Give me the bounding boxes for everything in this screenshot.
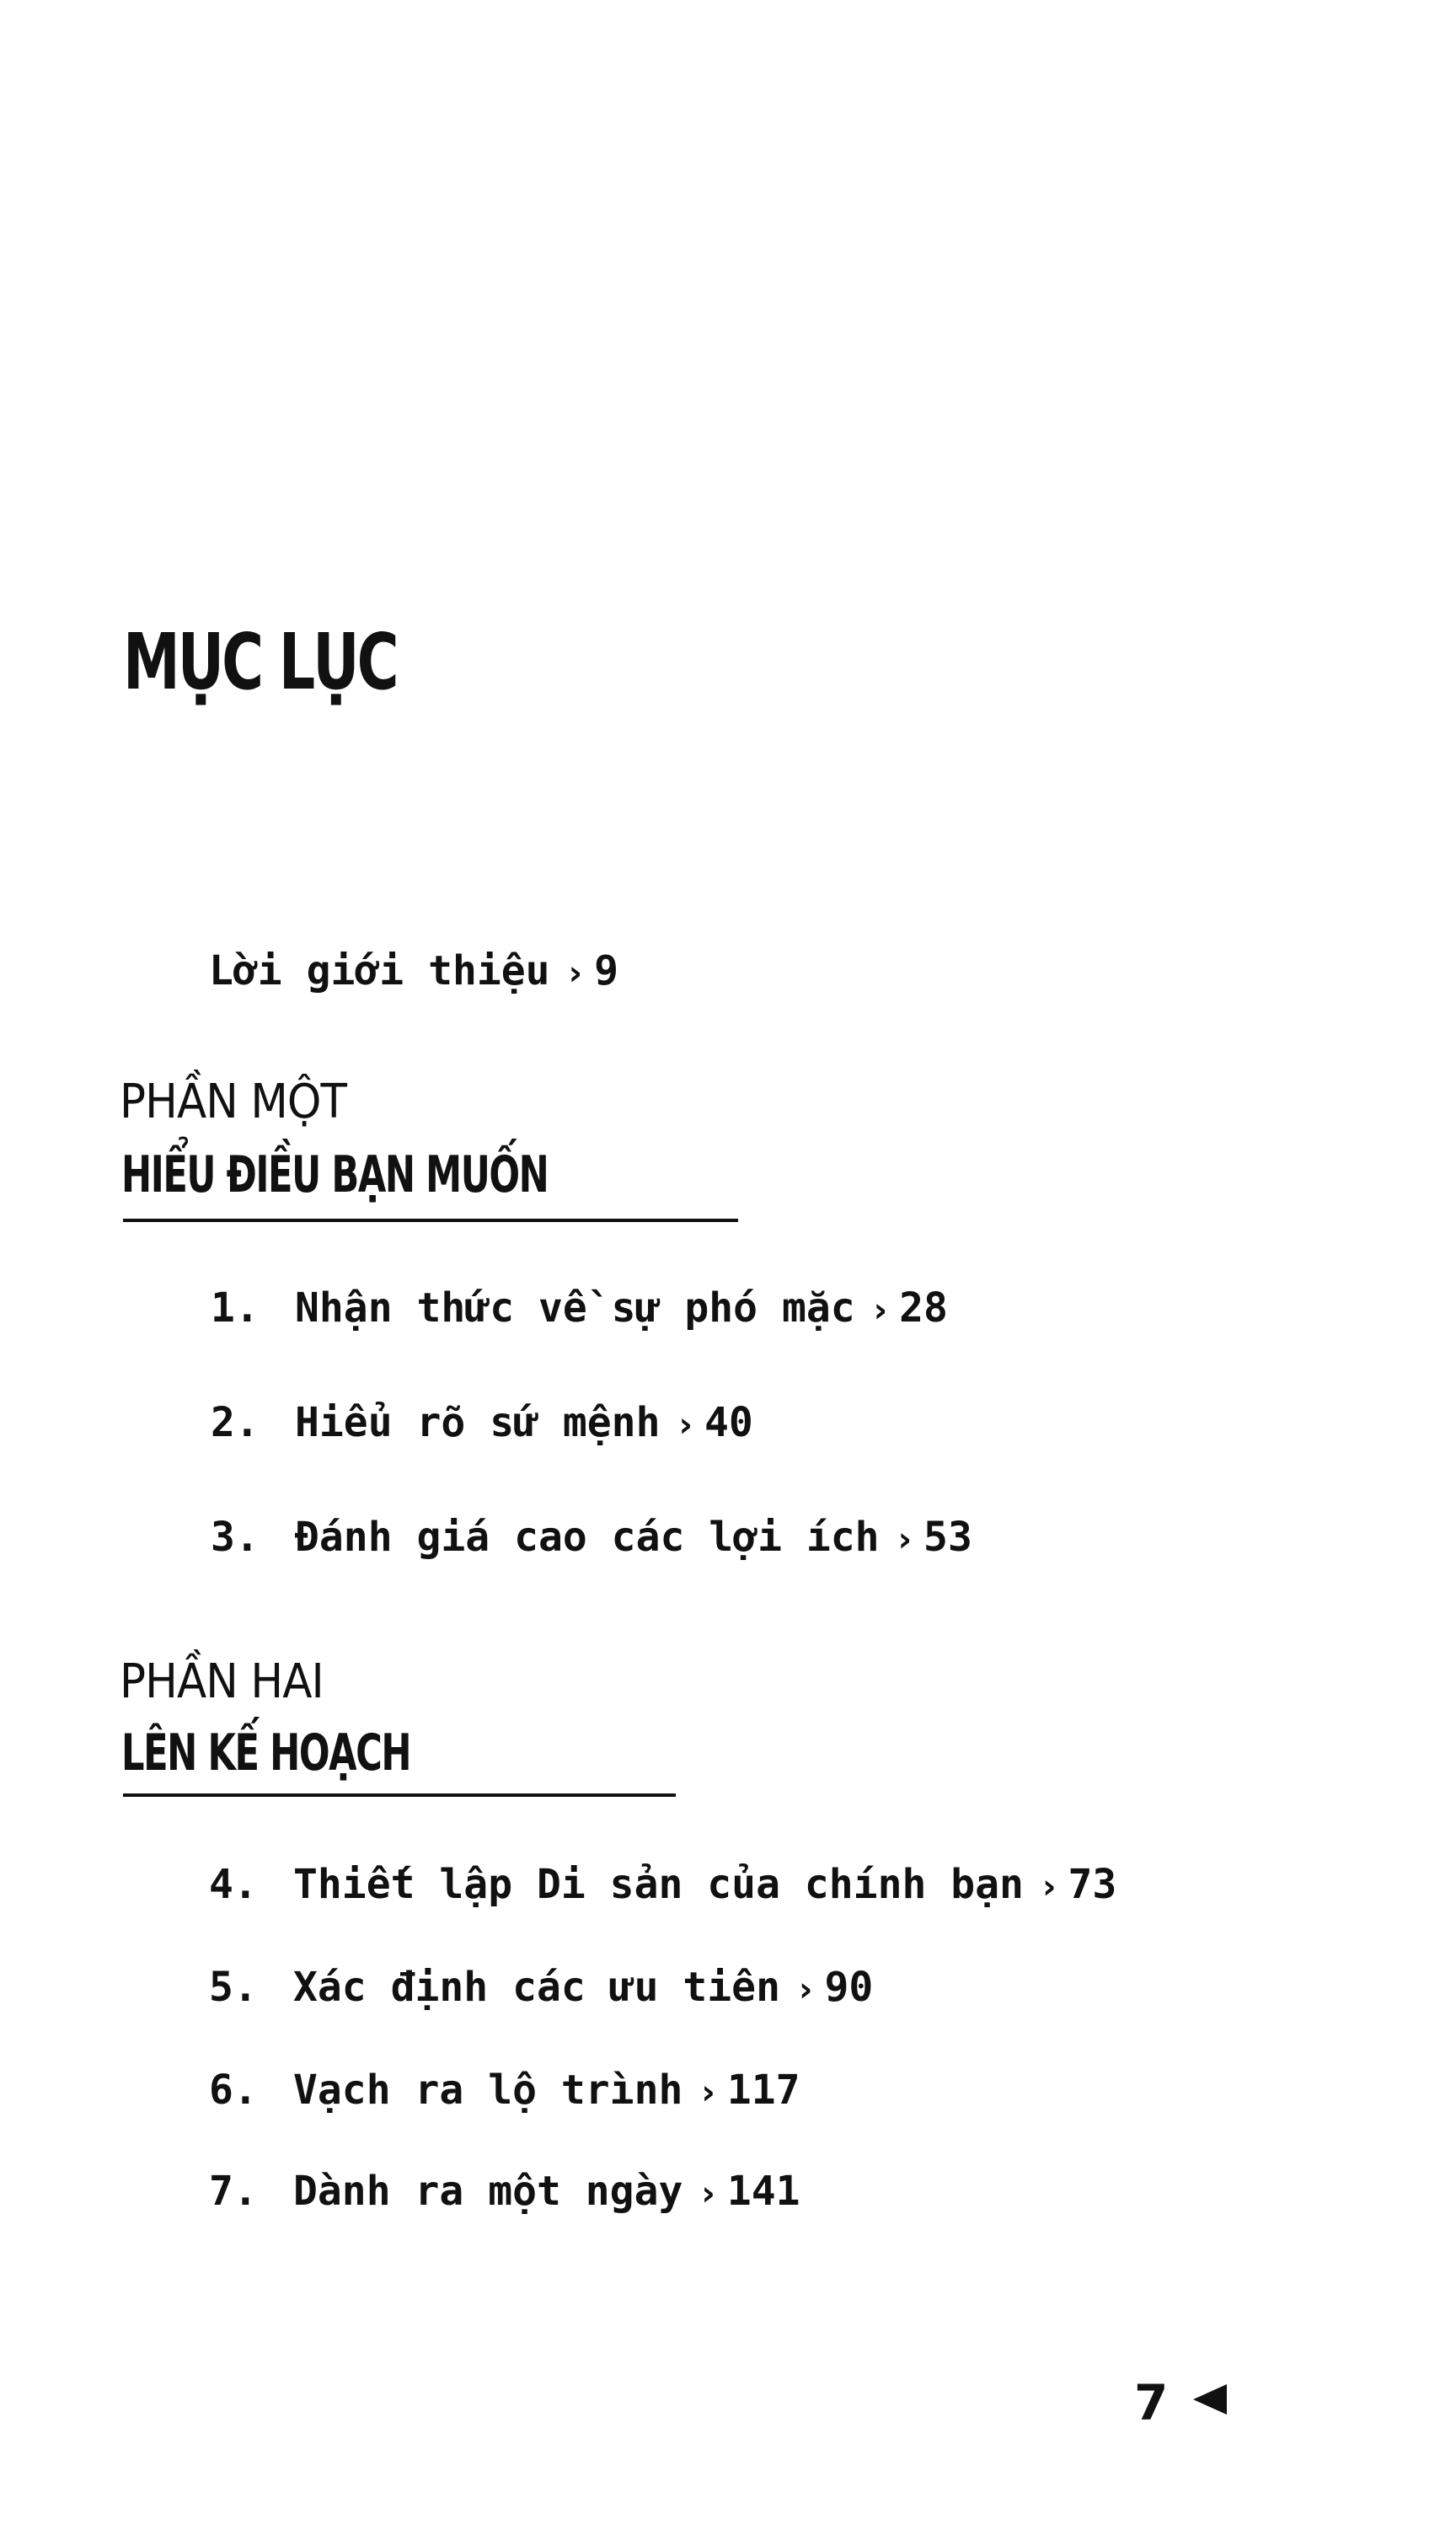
toc-entry-page: 117 (726, 2067, 800, 2114)
toc-entry-4 (209, 1861, 1117, 1908)
toc-entry-6 (209, 2067, 800, 2114)
toc-entry-separator: › (798, 1970, 813, 2009)
toc-entry-page: 40 (704, 1399, 753, 1446)
toc-entry-title: Đánh giá cao các lợi ích (295, 1514, 880, 1561)
toc-entry-page: 141 (726, 2168, 800, 2215)
toc-entry-separator: › (568, 954, 583, 993)
toc-entry-1 (211, 1284, 948, 1332)
toc-entry-separator: › (678, 1406, 693, 1445)
toc-entry-title: Xác định các ưu tiên (293, 1964, 780, 2011)
toc-entry-separator: › (1041, 1868, 1057, 1906)
part-one-heading: HIỂU ĐIỀU BẠN MUỐN (121, 1145, 549, 1204)
toc-entry-page: 28 (899, 1284, 948, 1332)
toc-entry-separator: › (701, 2073, 715, 2112)
toc-entry-title: Hiểu rõ sứ mệnh (295, 1399, 661, 1446)
toc-entry-separator: › (897, 1520, 913, 1559)
toc-entry-number: 1. (211, 1284, 260, 1332)
part-one-label: PHẦN MỘT (120, 1075, 347, 1129)
toc-entry-page: 53 (923, 1514, 972, 1561)
toc-entry-number: 7. (209, 2168, 258, 2215)
toc-entry-title: Vạch ra lộ trình (293, 2067, 683, 2114)
toc-entry-title: Dành ra một ngày (293, 2168, 683, 2215)
part-two-label: PHẦN HAI (120, 1654, 324, 1709)
toc-entry-3 (211, 1514, 972, 1561)
toc-entry-title: Lời giới thiệu (209, 947, 550, 994)
toc-entry-5 (209, 1964, 874, 2011)
toc-entry-intro (209, 947, 618, 994)
toc-entry-number: 5. (209, 1964, 258, 2011)
left-triangle-icon (1193, 2384, 1227, 2415)
toc-entry-7 (209, 2168, 800, 2215)
toc-entry-page: 9 (594, 947, 618, 994)
toc-entry-number: 6. (209, 2067, 258, 2114)
toc-entry-number: 4. (209, 1861, 258, 1908)
part-two-underline (123, 1793, 676, 1797)
toc-entry-number: 3. (211, 1514, 260, 1561)
toc-entry-2 (211, 1399, 753, 1446)
toc-entry-title: Nhận thức về sự phó mặc (295, 1284, 855, 1332)
toc-entry-page: 73 (1068, 1861, 1117, 1908)
part-two-heading: LÊN KẾ HOẠCH (121, 1724, 411, 1783)
toc-entry-separator: › (873, 1291, 888, 1330)
toc-entry-number: 2. (211, 1399, 260, 1446)
toc-entry-page: 90 (824, 1964, 874, 2011)
page-title: MỤC LỤC (123, 617, 397, 707)
page-number: 7 (1134, 2374, 1169, 2431)
part-one-underline (123, 1219, 738, 1222)
toc-entry-separator: › (701, 2174, 715, 2213)
toc-entry-title: Thiết lập Di sản của chính bạn (293, 1861, 1024, 1908)
